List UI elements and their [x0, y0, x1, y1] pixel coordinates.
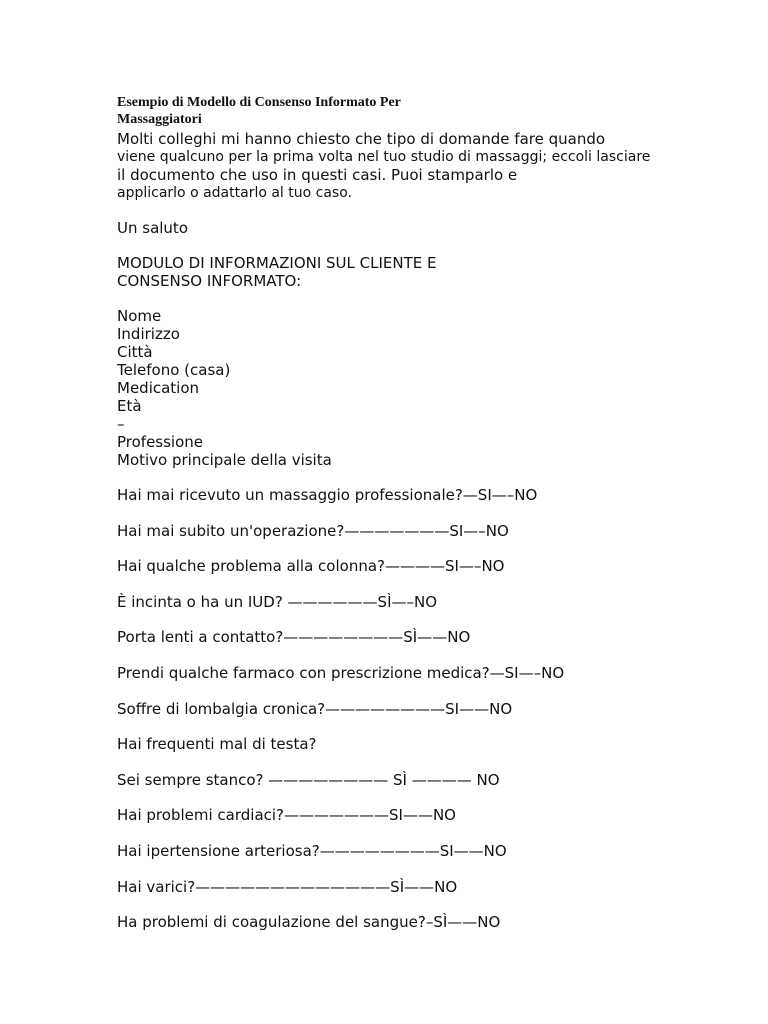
document-title-line-1: Esempio di Modello di Consenso Informato Per [117, 95, 401, 110]
intro-line: applicarlo o adattarlo al tuo caso. [117, 185, 352, 201]
form-title-line-2: CONSENSO INFORMATO: [117, 272, 302, 290]
form-title-line-1: MODULO DI INFORMAZIONI SUL CLIENTE E [117, 254, 437, 272]
question-item: Hai frequenti mal di testa? [117, 735, 317, 754]
question-item: Prendi qualche farmaco con prescrizione medica?—SI—–NO [117, 663, 565, 682]
questions-list [117, 486, 677, 931]
field-label-telefono: Telefono (casa) [117, 361, 231, 379]
field-label-professione: Professione [117, 433, 204, 451]
field-separator-dash: – [117, 415, 125, 433]
question-item: È incinta o ha un IUD? ——————SÌ—–NO [117, 592, 438, 611]
question-item: Hai varici?—————————————SÌ——NO [117, 877, 458, 896]
question-item: Soffre di lombalgia cronica?————————SI——NO [117, 699, 513, 718]
question-item: Hai mai ricevuto un massaggio professionale?—SI—–NO [117, 486, 538, 504]
question-item: Sei sempre stanco? ———————— SÌ ———— NO [117, 770, 500, 789]
question-item: Hai mai subito un'operazione?———————SI—–NO [117, 521, 509, 540]
document-title-line-2: Massaggiatori [117, 112, 202, 127]
form-title [117, 254, 677, 290]
field-label-eta: Età [117, 397, 142, 415]
intro-line: Molti colleghi mi hanno chiesto che tipo di domande fare quando [117, 130, 606, 148]
question-item: Porta lenti a contatto?————————SÌ——NO [117, 628, 471, 647]
field-label-medication: Medication [117, 379, 200, 397]
field-label-indirizzo: Indirizzo [117, 325, 180, 343]
question-item: Hai problemi cardiaci?———————SI——NO [117, 806, 456, 825]
document-content [117, 94, 677, 949]
intro-line: viene qualcuno per la prima volta nel tuo studio di massaggi; eccoli lasciare [117, 149, 651, 165]
intro-paragraph [117, 130, 677, 202]
question-item: Hai qualche problema alla colonna?————SI—–NO [117, 557, 505, 576]
document-title [117, 94, 677, 128]
field-label-citta: Città [117, 343, 153, 361]
greeting-text: Un saluto [117, 219, 188, 237]
question-item: Hai ipertensione arteriosa?————————SI——NO [117, 841, 507, 860]
intro-line: il documento che uso in questi casi. Puoi stamparlo e [117, 166, 518, 184]
field-label-motivo: Motivo principale della visita [117, 451, 332, 469]
field-label-nome: Nome [117, 307, 162, 325]
client-fields-list [117, 307, 677, 469]
question-item: Ha problemi di coagulazione del sangue?–SÌ——NO [117, 913, 501, 932]
